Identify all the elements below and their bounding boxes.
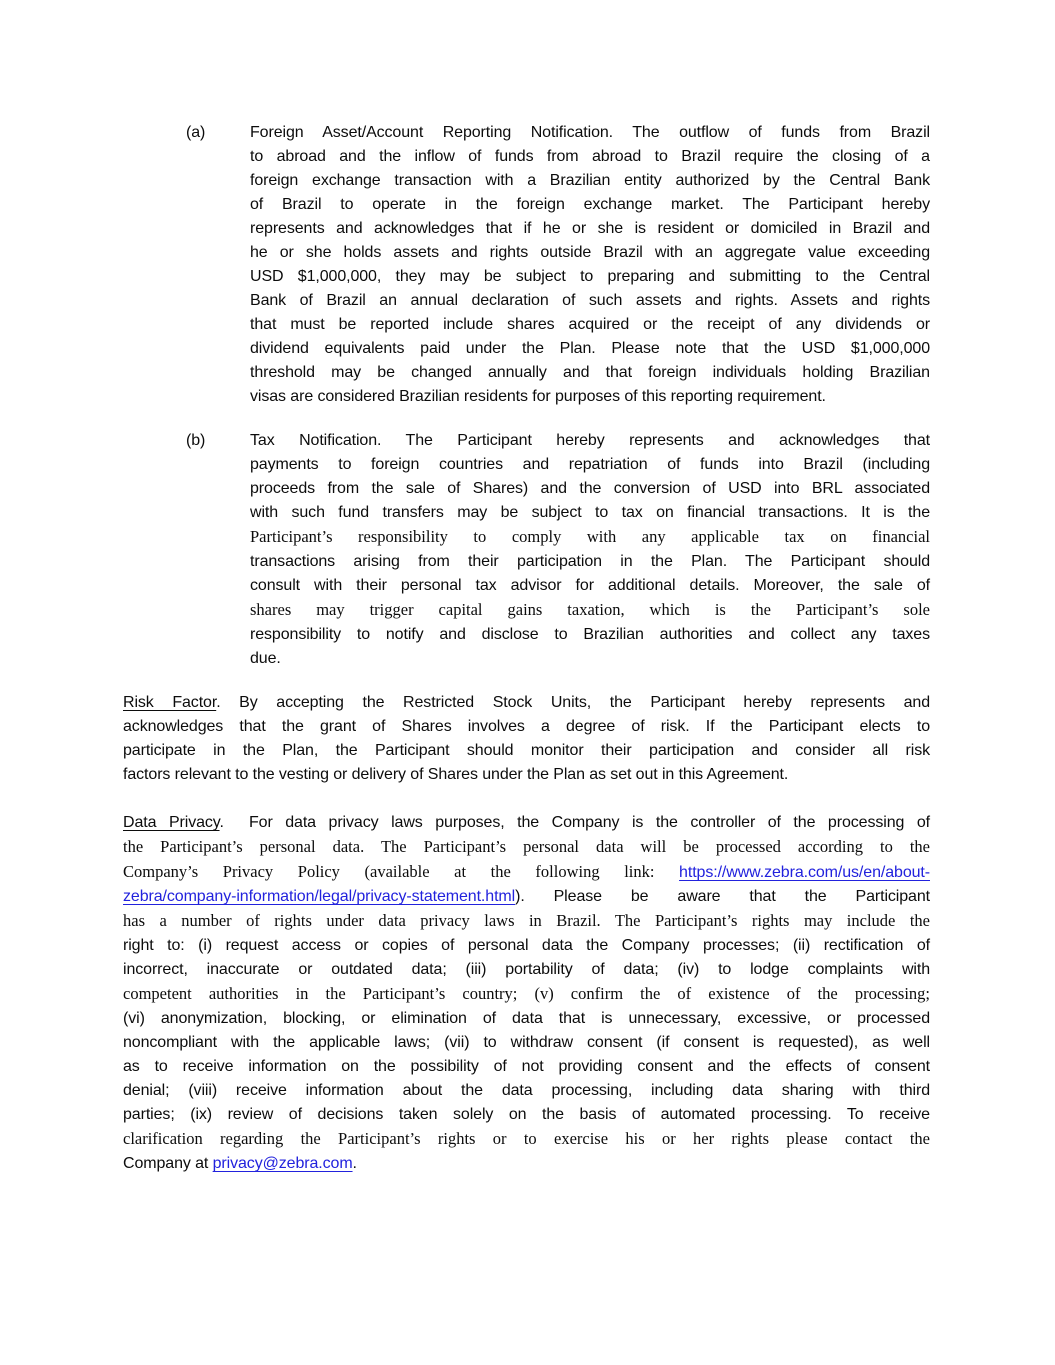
text-line	[250, 169, 930, 193]
text-line	[250, 623, 930, 647]
text-run: ). Please be aware that the Participant	[515, 888, 930, 905]
text-line	[123, 982, 930, 1007]
text-run: he or she holds assets and rights outside Brazil with an aggregate value exceeding	[250, 244, 930, 261]
text-line	[250, 385, 930, 409]
list-marker-a: (a)	[186, 124, 206, 141]
text-line	[250, 550, 930, 574]
list-marker-b: (b)	[186, 432, 206, 449]
privacy-email-link[interactable]: privacy@zebra.com	[212, 1155, 353, 1172]
risk-factor-heading: Risk Factor	[123, 694, 217, 711]
clause-b-tax-notification	[123, 429, 930, 671]
text-line	[123, 1055, 930, 1079]
text-line	[250, 289, 930, 313]
text-line	[250, 121, 930, 145]
text-line	[123, 934, 930, 958]
text-run: to abroad and the inflow of funds from abroad to Brazil require the closing of a	[250, 148, 930, 165]
text-line	[250, 265, 930, 289]
text-run: Foreign Asset/Account Reporting Notification. The outflow of funds from Brazil	[250, 124, 930, 141]
text-run: shares may trigger capital gains taxation, which is the Participant’s sole	[250, 600, 930, 619]
text-line	[250, 574, 930, 598]
text-line	[250, 145, 930, 169]
text-run: . For data privacy laws purposes, the Company is the controller of the processing of	[219, 814, 930, 831]
text-line	[123, 811, 930, 835]
text-run: as to receive information on the possibility of not providing consent and the effects of consent	[123, 1058, 930, 1075]
text-run: incorrect, inaccurate or outdated data; (iii) portability of data; (iv) to lodge complaints with	[123, 961, 930, 978]
text-run: represents and acknowledges that if he or she is resident or domiciled in Brazil and	[250, 220, 930, 237]
text-line	[250, 313, 930, 337]
text-run: with such fund transfers may be subject to tax on financial transactions. It is the	[250, 504, 930, 521]
clause-a-foreign-asset-reporting	[123, 121, 930, 409]
text-run: acknowledges that the grant of Shares involves a degree of risk. If the Participant elects to	[123, 718, 930, 735]
text-line	[250, 193, 930, 217]
text-line	[123, 860, 930, 885]
text-run: . By accepting the Restricted Stock Units, the Participant hereby represents and	[216, 694, 930, 711]
text-line	[123, 1007, 930, 1031]
text-run: Company’s Privacy Policy (available at the following link:	[123, 862, 680, 881]
text-line	[123, 1031, 930, 1055]
data-privacy-paragraph	[123, 811, 930, 1176]
text-run: responsibility to notify and disclose to Brazilian authorities and collect any taxes	[250, 626, 930, 643]
privacy-policy-link[interactable]: zebra/company-information/legal/privacy-statement.html	[123, 888, 516, 905]
text-line	[123, 1079, 930, 1103]
document-content	[123, 121, 930, 1200]
text-run: visas are considered Brazilian residents for purposes of this reporting requirement.	[250, 388, 826, 405]
text-line	[250, 525, 930, 550]
text-line	[250, 477, 930, 501]
text-line	[123, 1103, 930, 1127]
text-run: competent authorities in the Participant’s country; (v) confirm the of existence of the processing;	[123, 984, 930, 1003]
text-run: participate in the Plan, the Participant should monitor their participation and consider all risk	[123, 742, 930, 759]
text-run: proceeds from the sale of Shares) and the conversion of USD into BRL associated	[250, 480, 930, 497]
text-line	[250, 361, 930, 385]
text-run: USD $1,000,000, they may be subject to preparing and submitting to the Central	[250, 268, 930, 285]
risk-factor-paragraph	[123, 691, 930, 787]
text-line	[123, 763, 930, 787]
list-item-text	[250, 429, 930, 671]
text-line	[250, 217, 930, 241]
text-run: parties; (ix) review of decisions taken solely on the basis of automated processing. To receive	[123, 1106, 930, 1123]
text-run: due.	[250, 650, 281, 667]
list-item-text	[250, 121, 930, 409]
text-run: has a number of rights under data privacy laws in Brazil. The Participant’s rights may include the	[123, 911, 930, 930]
text-line	[250, 337, 930, 361]
text-line	[123, 739, 930, 763]
text-line	[123, 835, 930, 860]
text-run: foreign exchange transaction with a Brazilian entity authorized by the Central Bank	[250, 172, 930, 189]
text-line	[250, 501, 930, 525]
text-run: Company at	[123, 1155, 213, 1172]
data-privacy-heading: Data Privacy	[123, 814, 220, 831]
text-line	[250, 598, 930, 623]
text-run: Tax Notification. The Participant hereby represents and acknowledges that	[250, 432, 930, 449]
text-run: Bank of Brazil an annual declaration of such assets and rights. Assets and rights	[250, 292, 930, 309]
text-line	[250, 429, 930, 453]
text-line	[250, 453, 930, 477]
text-line	[123, 715, 930, 739]
text-run: that must be reported include shares acquired or the receipt of any dividends or	[250, 316, 930, 333]
text-run: (vi) anonymization, blocking, or elimination of data that is unnecessary, excessive, or processed	[123, 1010, 930, 1027]
text-line	[123, 1152, 930, 1176]
text-run: threshold may be changed annually and that foreign individuals holding Brazilian	[250, 364, 930, 381]
text-run: factors relevant to the vesting or delivery of Shares under the Plan as set out in this Agreement.	[123, 766, 789, 783]
text-line	[123, 885, 930, 909]
privacy-policy-link[interactable]: https://www.zebra.com/us/en/about-	[679, 864, 930, 881]
text-run: noncompliant with the applicable laws; (vii) to withdraw consent (if consent is requested), as well	[123, 1034, 930, 1051]
text-run: dividend equivalents paid under the Plan. Please note that the USD $1,000,000	[250, 340, 930, 357]
text-run: right to: (i) request access or copies of personal data the Company processes; (ii) rectification of	[123, 937, 930, 954]
text-line	[123, 958, 930, 982]
text-line	[250, 647, 930, 671]
text-run: of Brazil to operate in the foreign exchange market. The Participant hereby	[250, 196, 930, 213]
text-run: transactions arising from their participation in the Plan. The Participant should	[250, 553, 930, 570]
text-run: Participant’s responsibility to comply with any applicable tax on financial	[250, 527, 930, 546]
text-run: denial; (viii) receive information about the data processing, including data sharing with third	[123, 1082, 930, 1099]
text-run: consult with their personal tax advisor for additional details. Moreover, the sale of	[250, 577, 930, 594]
text-line	[123, 909, 930, 934]
text-line	[123, 1127, 930, 1152]
text-run: payments to foreign countries and repatriation of funds into Brazil (including	[250, 456, 930, 473]
text-line	[123, 691, 930, 715]
text-line	[250, 241, 930, 265]
text-run: the Participant’s personal data. The Participant’s personal data will be processed according to the	[123, 837, 930, 856]
text-run: .	[352, 1155, 357, 1172]
text-run: clarification regarding the Participant’s rights or to exercise his or her rights please contact the	[123, 1129, 930, 1148]
